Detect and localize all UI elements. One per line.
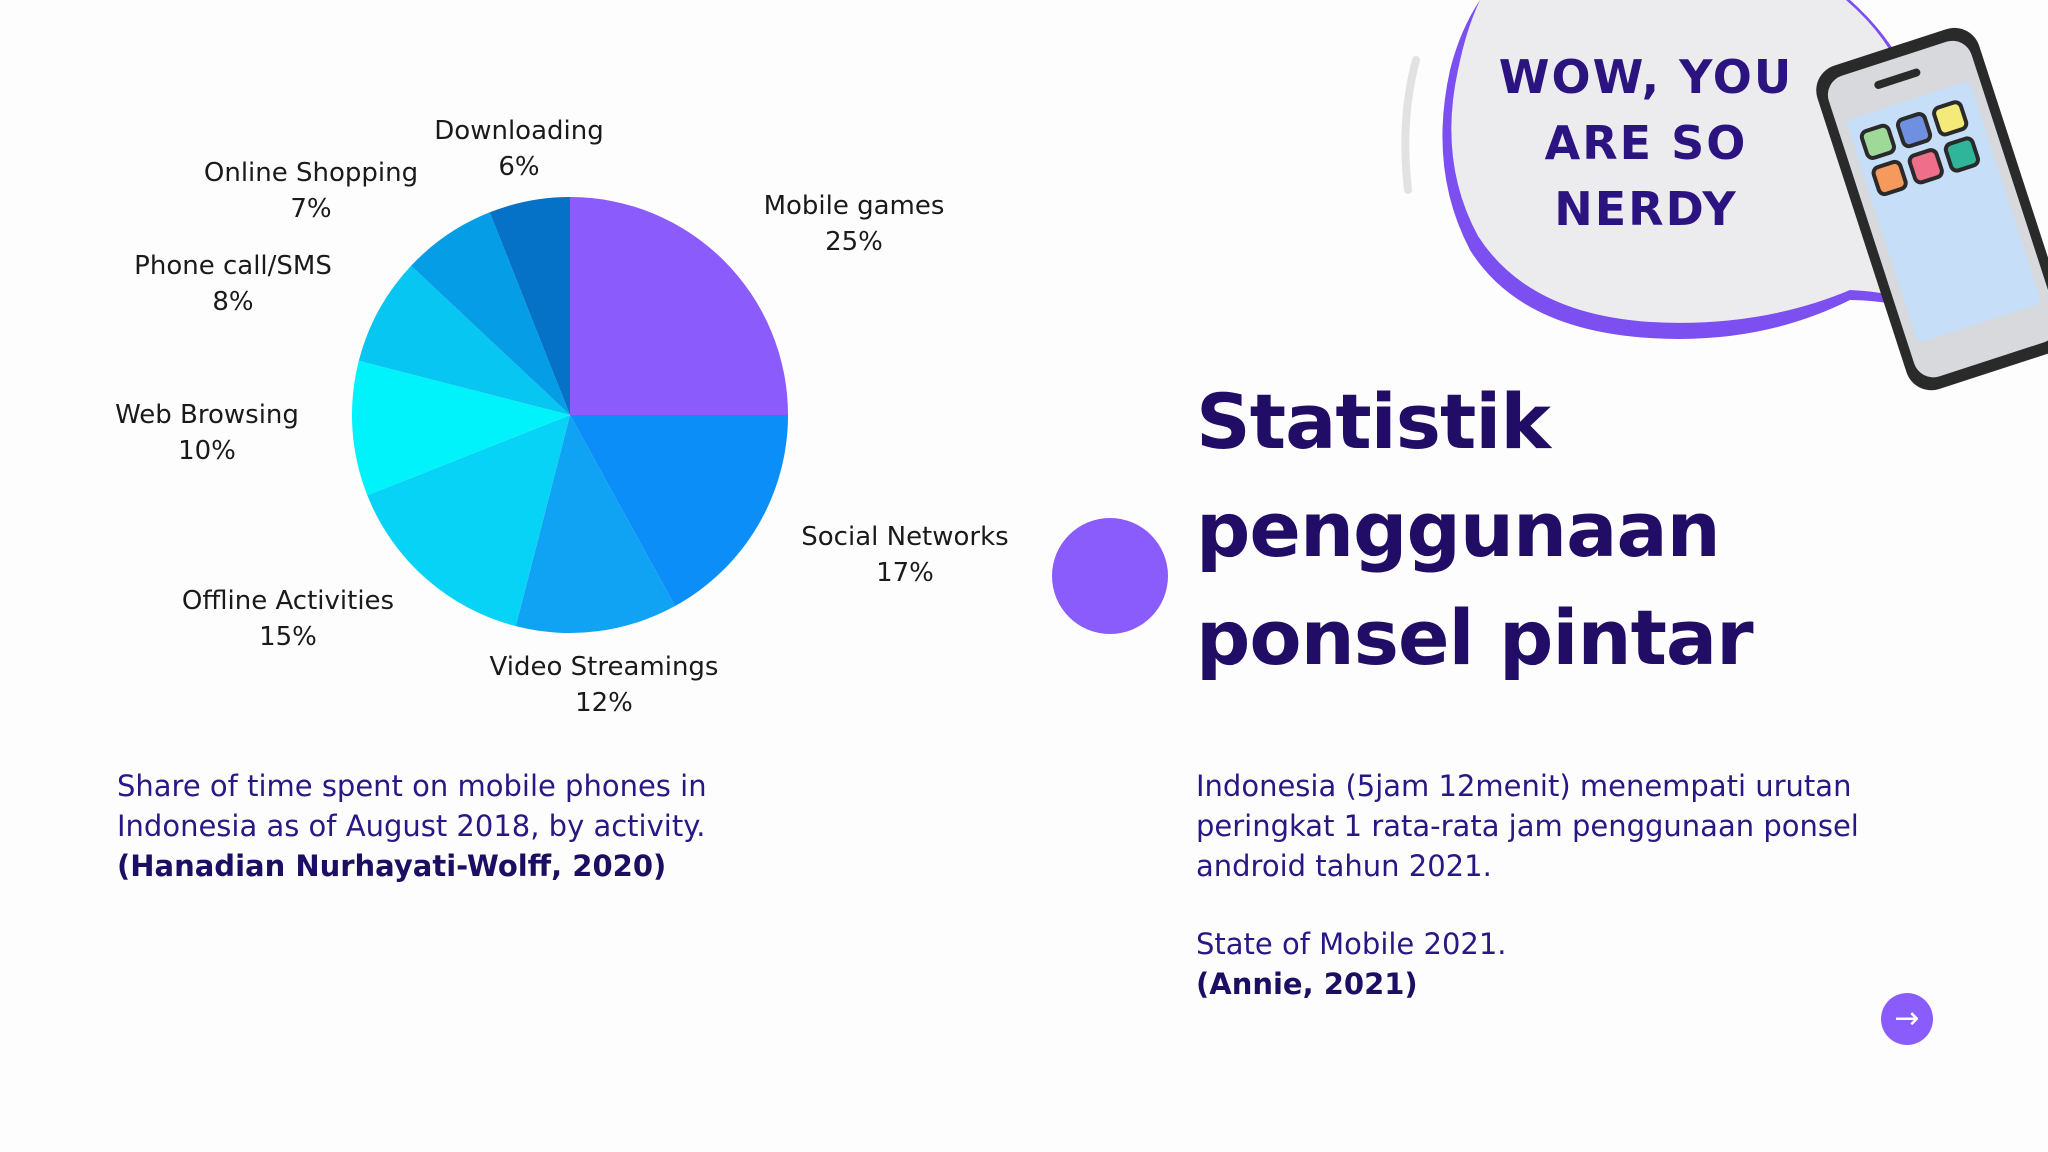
chart-caption [117,766,757,886]
pie-label-mobile-games: Mobile games 25% [763,191,945,257]
pie-label-online-shopping: Online Shopping 7% [203,158,419,224]
title-line-1: Statistik [1196,377,1550,466]
title-line-3: ponsel pintar [1196,593,1753,682]
pie-label-video-streamings: Video Streamings 12% [489,652,719,718]
pie-label-phone-call-sms: Phone call/SMS 8% [134,251,332,317]
bubble-line-1: WOW, YOU [1498,50,1794,104]
pie-label-social-networks: Social Networks 17% [801,522,1009,588]
decorative-dot [1052,518,1168,634]
caption-text: Share of time spent on mobile phones in Indonesia as of August 2018, by activity. [117,769,707,843]
description-source: (Annie, 2021) [1196,967,1418,1001]
description-paragraph: Indonesia (5jam 12menit) menempati urutan peringkat 1 rata-rata jam penggunaan ponsel android tahun 2021. [1196,769,1859,883]
title-line-2: penggunaan [1196,485,1720,574]
description-line: State of Mobile 2021. [1196,927,1507,961]
pie-label-offline-activities: Offline Activities 15% [181,586,395,652]
next-slide-button[interactable] [1881,993,1933,1045]
bubble-line-3: NERDY [1554,182,1738,236]
pie-label-web-browsing: Web Browsing 10% [115,400,299,466]
description [1196,766,1876,1004]
pie-label-downloading: Downloading 6% [434,116,604,182]
pie-slice-mobile-games [570,197,788,415]
caption-source: (Hanadian Nurhayati-Wolff, 2020) [117,849,667,883]
bubble-line-2: ARE SO [1544,116,1748,170]
speech-bubble-text [1456,44,1836,242]
arrow-right-icon: → [1894,1001,1920,1036]
